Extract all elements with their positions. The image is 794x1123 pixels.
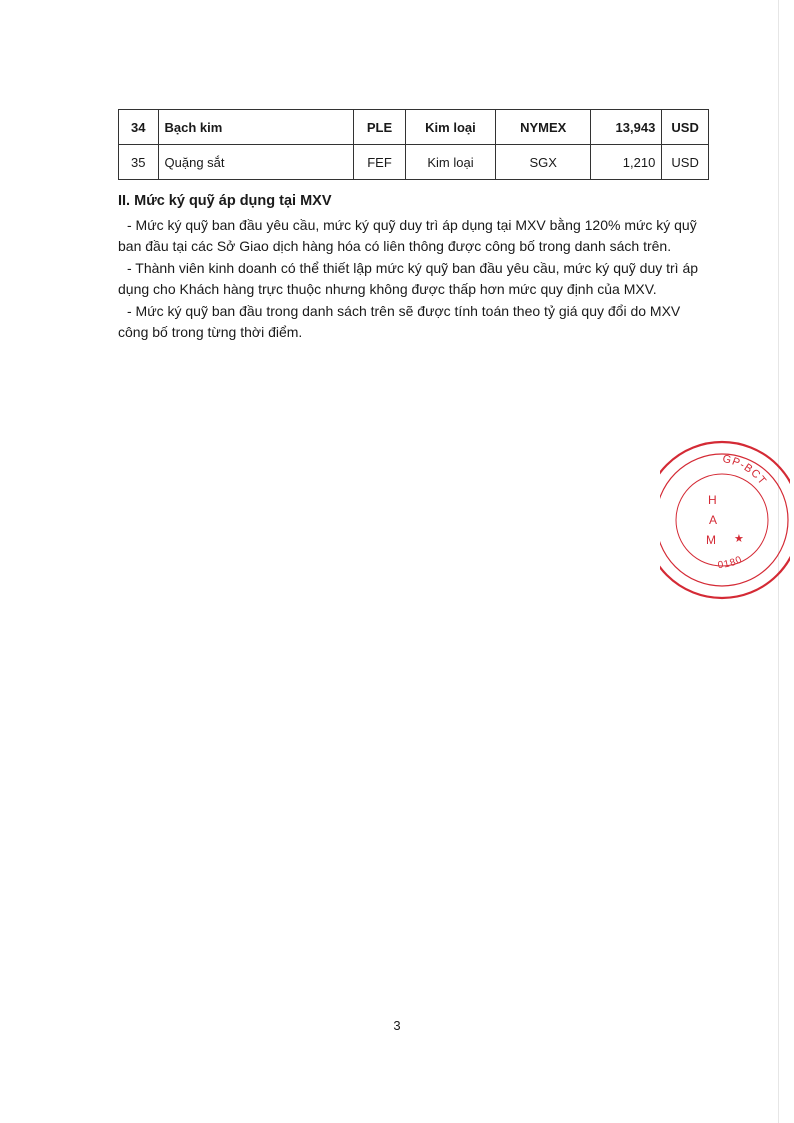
exchange: SGX [496,145,591,180]
svg-text:M: M [706,533,716,547]
row-number: 34 [119,110,159,145]
row-number: 35 [119,145,159,180]
seal-stamp-graphic [660,440,790,600]
commodity-name: Bạch kim [158,110,354,145]
exchange: NYMEX [496,110,591,145]
table-row [119,145,709,180]
svg-text:A: A [709,513,718,527]
commodity-type: Kim loại [405,145,495,180]
svg-text:GP-BCT: GP-BCT [721,453,769,488]
section-content [118,191,710,344]
svg-text:0180: 0180 [717,554,745,572]
svg-text:H: H [708,493,717,507]
section-paragraph: - Thành viên kinh doanh có thể thiết lập mức ký quỹ ban đầu yêu cầu, mức ký quỹ duy trì áp dụng cho Khách hàng trực thuộc nhưng không được thấp hơn mức quy định của MXV. [118,259,699,297]
seal-stamp [660,440,790,600]
section-paragraph: - Mức ký quỹ ban đầu yêu cầu, mức ký quỹ duy trì áp dụng tại MXV bằng 120% mức ký quỹ ban đầu tại các Sở Giao dịch hàng hóa có liên thông được công bố trong danh sách trên. [118,216,697,254]
currency: USD [662,110,709,145]
table-row [119,110,709,145]
section-paragraph: - Mức ký quỹ ban đầu trong danh sách trên sẽ được tính toán theo tỷ giá quy đổi do MXV công bố trong từng thời điểm. [118,302,681,340]
star-icon: ★ [734,532,744,545]
section-title: II. Mức ký quỹ áp dụng tại MXV [118,193,332,209]
commodity-code: PLE [354,110,406,145]
commodity-type: Kim loại [405,110,495,145]
commodity-code: FEF [354,145,406,180]
margin-table [118,109,709,180]
margin-value: 1,210 [591,145,662,180]
margin-value: 13,943 [591,110,662,145]
currency: USD [662,145,709,180]
page-number: 3 [393,1018,401,1033]
commodity-name: Quặng sắt [158,145,354,180]
